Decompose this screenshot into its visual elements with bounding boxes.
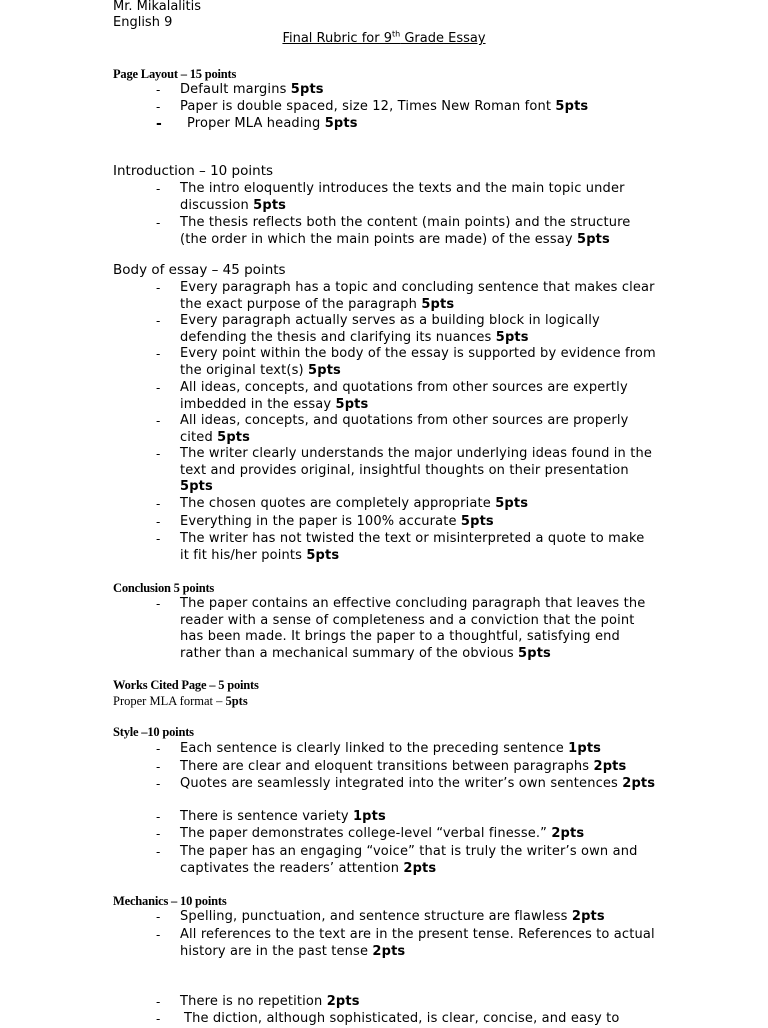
list-item: - There is sentence variety 1pts — [156, 809, 386, 824]
list-item: - The writer clearly understands the major underlying ideas found in the text and provides original, insightful thoughts on their presentation 5pts — [156, 446, 652, 495]
section-heading-page-layout: Page Layout – 15 points — [113, 67, 237, 81]
list-item: - The paper contains an effective concluding paragraph that leaves the reader with a sense of completeness and a conviction that the point has been made. It brings the paper to a thoughtful, satisfying end rather than a mechanical summary of the obvious 5pts — [156, 596, 646, 661]
list-item: - The paper has an engaging “voice” that is truly the writer’s own and captivates the readers’ attention 2pts — [156, 844, 638, 876]
list-item: - Everything in the paper is 100% accurate 5pts — [156, 514, 494, 529]
list-item: - The diction, although sophisticated, is clear, concise, and easy to — [156, 1011, 620, 1026]
works-cited-line: Proper MLA format – 5pts — [113, 694, 248, 708]
list-item: - There are clear and eloquent transitions between paragraphs 2pts — [156, 759, 627, 774]
list-item: - There is no repetition 2pts — [156, 994, 360, 1009]
section-heading-body: Body of essay – 45 points — [113, 262, 286, 278]
list-item: - The writer has not twisted the text or misinterpreted a quote to make it fit his/her points 5pts — [156, 531, 645, 563]
list-item: - The intro eloquently introduces the texts and the main topic under discussion 5pts — [156, 181, 625, 213]
section-heading-introduction: Introduction – 10 points — [113, 163, 274, 179]
list-item: - The thesis reflects both the content (main points) and the structure (the order in which the main points are made) of the essay 5pts — [156, 215, 631, 247]
section-heading-style: Style –10 points — [113, 725, 194, 739]
list-item: - Each sentence is clearly linked to the preceding sentence 1pts — [156, 741, 602, 756]
list-item: - Proper MLA heading 5pts — [156, 116, 358, 132]
list-item: - Every point within the body of the essay is supported by evidence from the original text(s) 5pts — [156, 346, 656, 378]
course-name: English 9 — [113, 15, 173, 30]
list-item: - Spelling, punctuation, and sentence structure are flawless 2pts — [156, 909, 605, 924]
section-heading-works-cited: Works Cited Page – 5 points — [113, 678, 259, 692]
section-heading-conclusion: Conclusion 5 points — [113, 581, 215, 595]
list-item: - Quotes are seamlessly integrated into the writer’s own sentences 2pts — [156, 776, 656, 791]
section-heading-mechanics: Mechanics – 10 points — [113, 894, 227, 908]
list-item: - The chosen quotes are completely appropriate 5pts — [156, 496, 529, 511]
list-item: - Every paragraph actually serves as a building block in logically defending the thesis and clarifying its nuances 5pts — [156, 313, 600, 345]
list-item: - All references to the text are in the present tense. References to actual history are in the past tense 2pts — [156, 927, 655, 959]
list-item: - All ideas, concepts, and quotations from other sources are expertly imbedded in the essay 5pts — [156, 380, 628, 412]
list-item: - Default margins 5pts — [156, 82, 324, 97]
list-item: - The paper demonstrates college-level “verbal finesse.” 2pts — [156, 826, 585, 841]
list-item: - Every paragraph has a topic and concluding sentence that makes clear the exact purpose of the paragraph 5pts — [156, 280, 655, 312]
page-title: Final Rubric for 9th Grade Essay — [282, 29, 486, 46]
list-item: - All ideas, concepts, and quotations from other sources are properly cited 5pts — [156, 413, 629, 445]
list-item: - Paper is double spaced, size 12, Times New Roman font 5pts — [156, 99, 589, 114]
teacher-name: Mr. Mikalalitis — [113, 0, 202, 14]
